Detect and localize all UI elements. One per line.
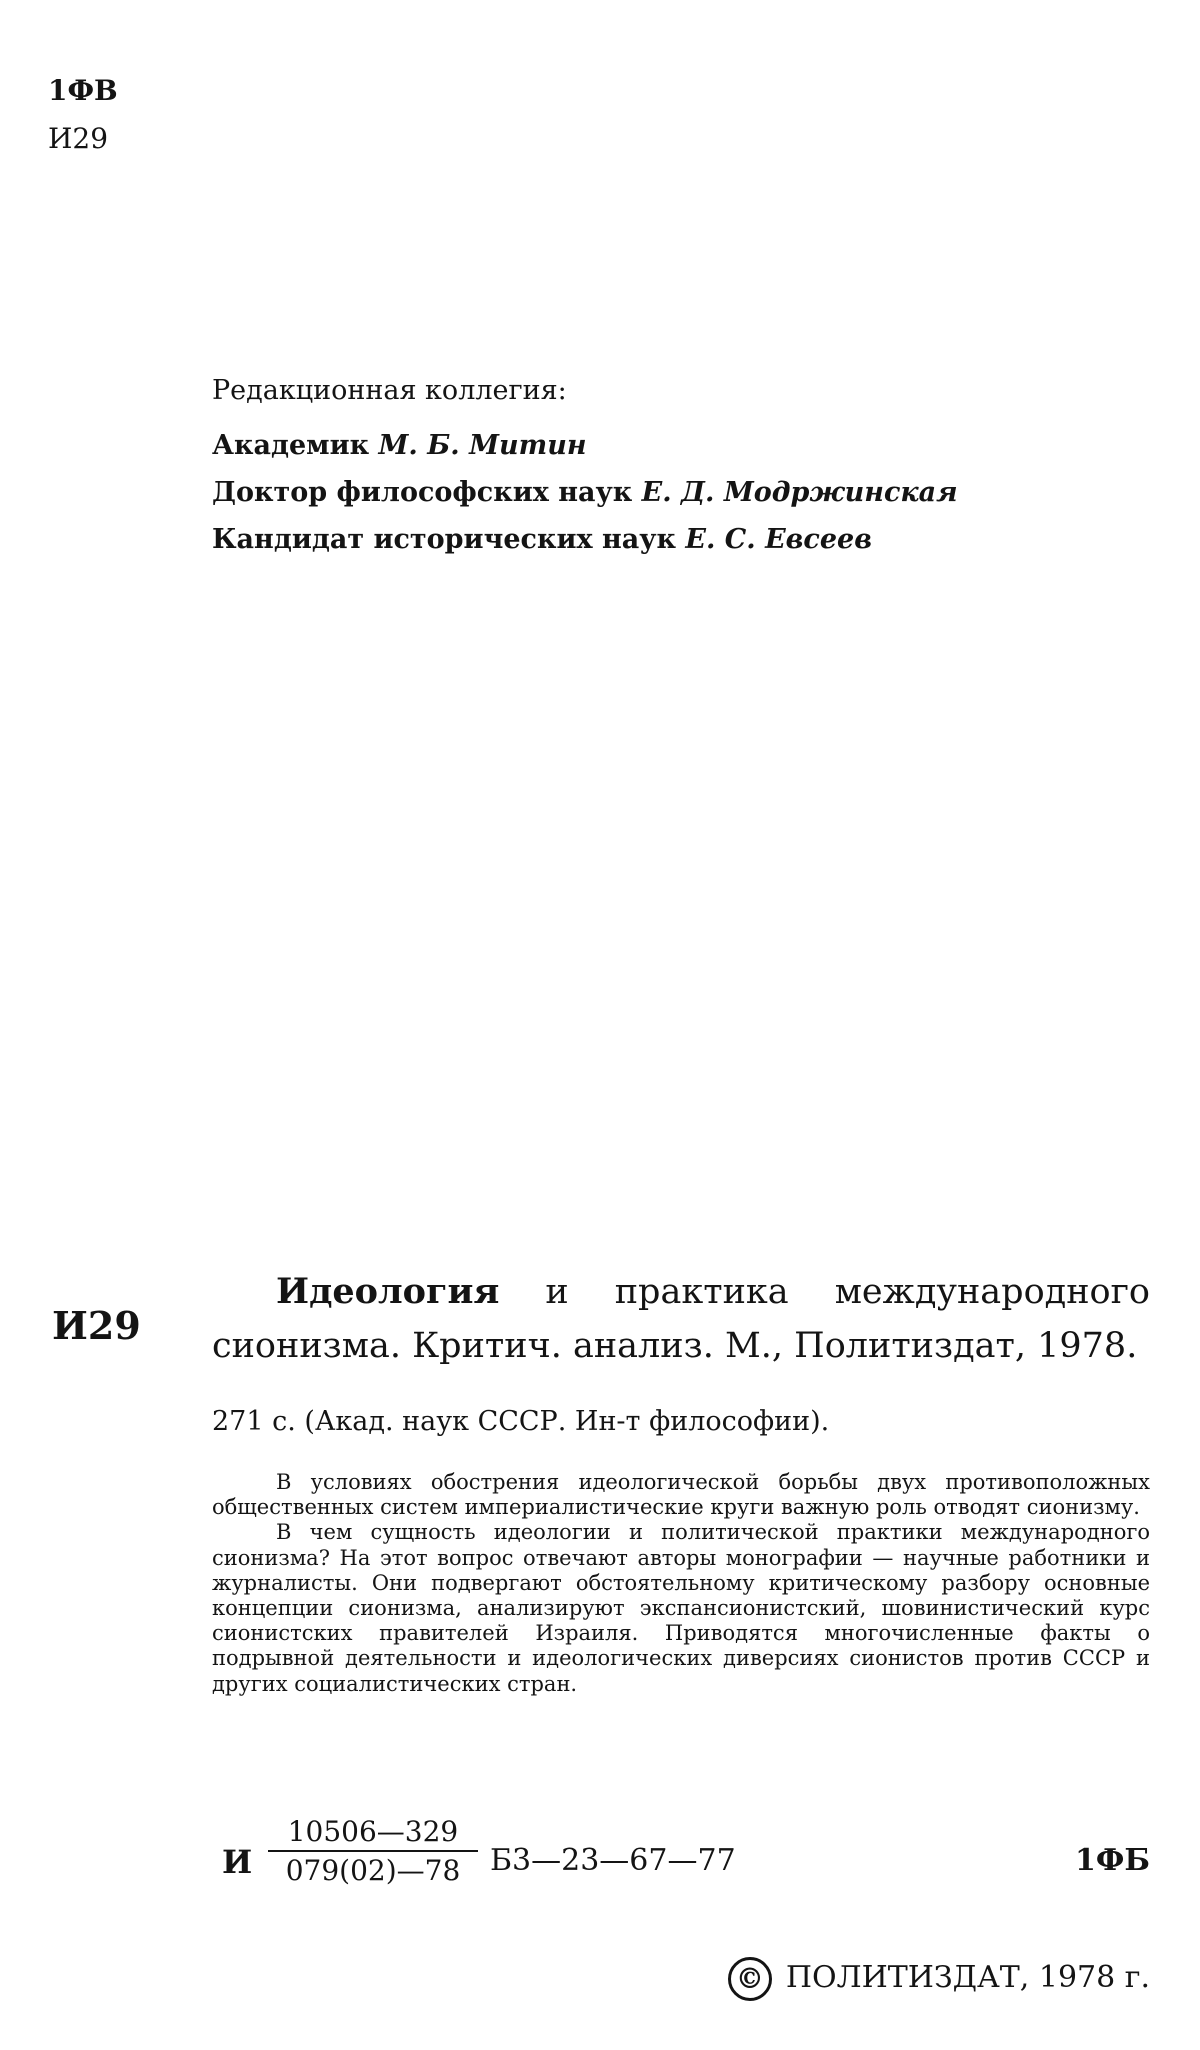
editorial-board-heading: Редакционная коллегия:: [212, 375, 567, 406]
catalog-code: И29: [52, 1303, 141, 1348]
bibliographic-title: [212, 1265, 1150, 1374]
title-bold: Идеология: [276, 1271, 500, 1312]
annotation-paragraph: В чем сущность идеологии и политической практики международного сионизма? На этот вопрос отвечают авторы монографии — научные работники и журналисты. Они подвергают обстоятельному критическому разбору основные концепции сионизма, анализируют экспансионистский, шовинистический курс сионистских правителей Израиля. Приводятся многочисленные факты о подрывной деятельности и идеологических диверсиях сионистов против СССР и других социалистических стран.: [212, 1520, 1150, 1696]
copyright-icon: ©: [728, 1957, 772, 2001]
member-title: Доктор философских наук: [212, 477, 642, 508]
fraction-numerator: 10506—329: [268, 1815, 478, 1852]
annotation-paragraph: В условиях обострения идеологической борьбы двух противоположных общественных систем империалистические круги важную роль отводят сионизму.: [212, 1470, 1150, 1520]
index-letter: И: [222, 1843, 253, 1881]
shelf-code: 1ФБ: [1075, 1843, 1150, 1878]
annotation: [212, 1470, 1150, 1697]
pages-series-line: 271 с. (Акад. наук СССР. Ин-т философии).: [212, 1406, 830, 1437]
index-fraction: [268, 1815, 478, 1887]
udc-top-code: 1ФВ: [48, 74, 118, 107]
editorial-board-member: [212, 430, 587, 461]
fraction-denominator: 079(02)—78: [285, 1854, 461, 1887]
member-name: М. Б. Митин: [378, 430, 587, 461]
editorial-board-member: [212, 477, 958, 508]
editorial-board-member: [212, 524, 872, 555]
udc-author-code: И29: [48, 122, 109, 155]
bbk-code: Б3—23—67—77: [490, 1843, 736, 1878]
copyright-text: ПОЛИТИЗДАТ, 1978 г.: [785, 1960, 1150, 1995]
member-name: Е. С. Евсеев: [685, 524, 872, 555]
member-title: Академик: [212, 430, 379, 461]
index-row: [222, 1815, 1150, 1905]
member-title: Кандидат исторических наук: [212, 524, 686, 555]
member-name: Е. Д. Модржинская: [641, 477, 958, 508]
title-rest: и практика международного сионизма. Критич. анализ. М., Политиздат, 1978.: [212, 1272, 1150, 1367]
copyright-line: [690, 1957, 1150, 2001]
